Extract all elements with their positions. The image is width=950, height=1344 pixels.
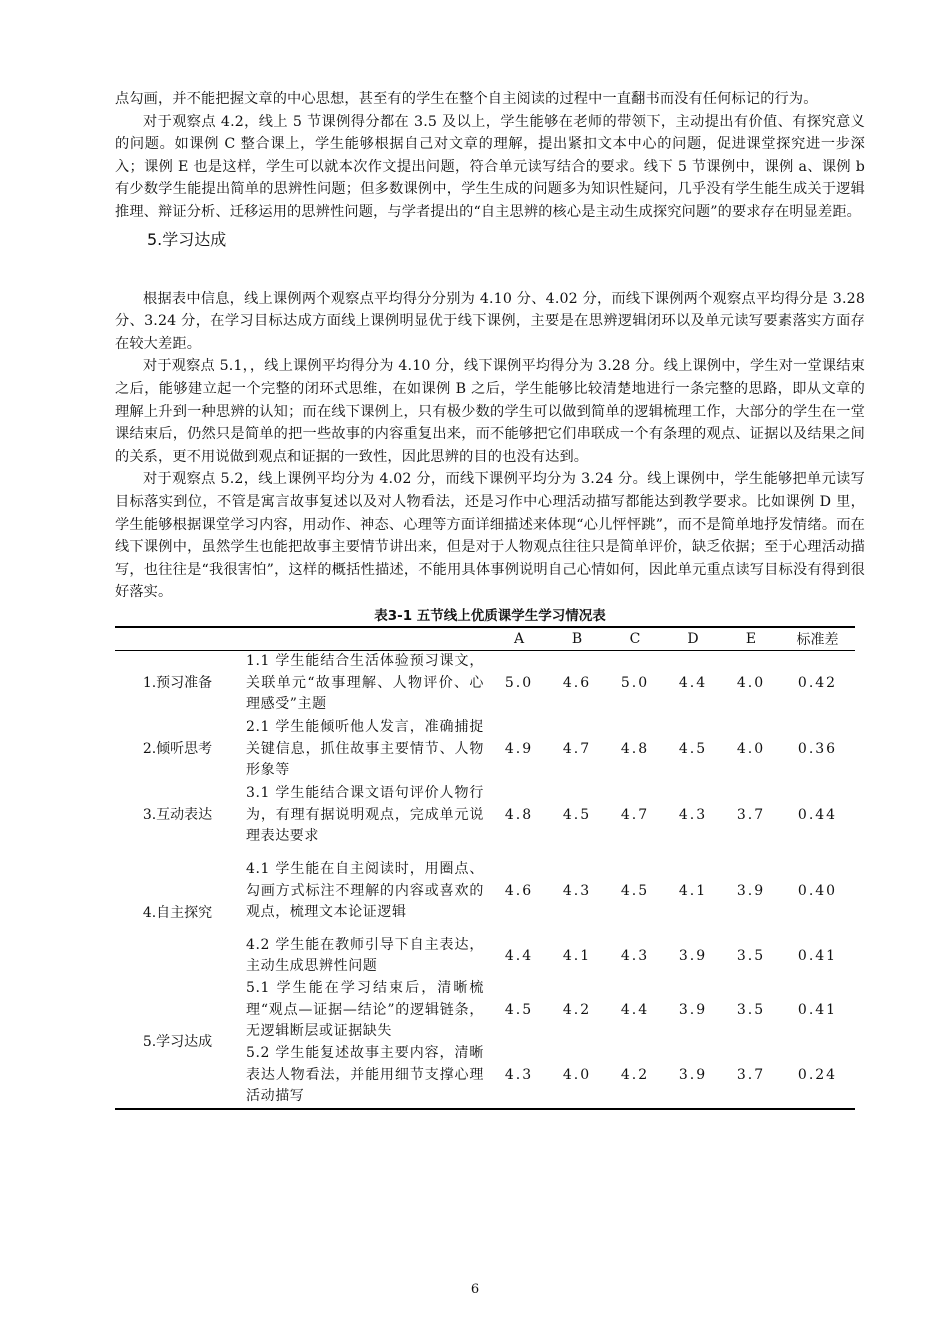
score-cell: 4.5 (504, 1001, 534, 1018)
std-dev-cell: 0.42 (797, 674, 838, 691)
score-cell: 4.0 (736, 674, 766, 691)
table-header-row (115, 627, 855, 651)
header-cell (240, 627, 490, 651)
score-cell: 4.2 (562, 1001, 592, 1018)
score-cell: 4.6 (562, 674, 592, 691)
table-row (115, 848, 855, 934)
score-cell: 4.7 (620, 806, 650, 823)
header-cell: E (745, 630, 757, 647)
score-cell: 4.3 (678, 806, 708, 823)
score-cell: 4.5 (620, 882, 650, 899)
paragraph-observation-5-1: 对于观察点 5.1，，线上课例平均得分为 4.10 分，线下课例平均得分为 3.28 分。线上课例中，学生对一堂课结束之后，能够建立起一个完整的闭环式思维，在如课例 B 之后，学生能够比较清楚地进行一条完整的思路，即从文章的理解上升到一种思辨的认知；而在线下课例上，只有极少数的学生可以做到简单的逻辑梳理工作，大部分的学生在一堂课结束后，仍然只是简单的把一些故事的内容重复出来，而不能够把它们串联成一个有条理的观点、证据以及结果之间的关系，更不用说做到观点和证据的一致性，因此思辨的目的也没有达到。 (115, 358, 865, 465)
score-cell: 5.0 (504, 674, 534, 691)
observation-item-cell: 5.2 学生能复述故事主要内容，清晰表达人物看法，并能用细节支撑心理活动描写 (246, 1045, 484, 1105)
score-cell: 3.9 (736, 882, 766, 899)
section-heading: 5.学习达成 (147, 229, 227, 249)
table-row (115, 978, 855, 1043)
std-dev-cell: 0.41 (797, 1001, 838, 1018)
score-cell: 3.9 (678, 947, 708, 964)
header-cell: 标准差 (796, 631, 839, 648)
score-cell: 4.8 (620, 740, 650, 757)
score-cell: 3.9 (678, 1066, 708, 1083)
score-cell: 4.0 (562, 1066, 592, 1083)
score-cell: 5.0 (620, 674, 650, 691)
std-dev-cell: 0.40 (797, 882, 838, 899)
score-cell: 3.9 (678, 1001, 708, 1018)
paragraph-continuation: 点勾画，并不能把握文章的中心思想，甚至有的学生在整个自主阅读的过程中一直翻书而没有任何标记的行为。 (115, 91, 818, 107)
score-cell: 4.2 (620, 1066, 650, 1083)
score-cell: 4.4 (620, 1001, 650, 1018)
score-cell: 4.1 (678, 882, 708, 899)
header-cell: D (687, 630, 699, 647)
score-cell: 4.4 (504, 947, 534, 964)
score-cell: 3.5 (736, 947, 766, 964)
score-cell: 4.3 (562, 882, 592, 899)
observation-item-cell: 4.1 学生能在自主阅读时，用圈点、勾画方式标注不理解的内容或喜欢的观点，梳理文本论证逻辑 (246, 861, 484, 921)
observation-item-cell: 2.1 学生能倾听他人发言，准确捕捉关键信息，抓住故事主要情节、人物形象等 (246, 719, 484, 779)
header-cell: C (629, 630, 641, 647)
table-row (115, 716, 855, 782)
score-cell: 4.1 (562, 947, 592, 964)
dimension-cell: 2.倾听思考 (142, 740, 213, 757)
score-cell: 3.7 (736, 1066, 766, 1083)
dimension-cell: 3.互动表达 (142, 806, 213, 823)
observation-item-cell: 3.1 学生能结合课文语句评价人物行为，有理有据说明观点，完成单元说理表达要求 (246, 785, 484, 845)
score-cell: 3.5 (736, 1001, 766, 1018)
observation-item-cell: 1.1 学生能结合生活体验预习课文，关联单元“故事理解、人物评价、心理感受”主题 (246, 653, 484, 713)
score-cell: 4.4 (678, 674, 708, 691)
dimension-cell: 5.学习达成 (142, 1034, 213, 1051)
paragraph-observation-5-2: 对于观察点 5.2，线上课例平均分为 4.02 分，而线下课例平均分为 3.24 分。线上课例中，学生能够把单元读写目标落实到位，不管是寓言故事复述以及对人物看法，还是习作中心理活动描写都能达到教学要求。比如课例 D 里，学生能够根据课堂学习内容，用动作、神态、心理等方面详细描述来体现“心儿怦怦跳”，而不是简单地抒发情绪。而在线下课例中，虽然学生也能把故事主要情节讲出来，但是对于人物观点往往只是简单评价，缺乏依据；至于心理活动描写，也往往是“我很害怕”，这样的概括性描述，不能用具体事例说明自己心情如何，因此单元重点读写目标没有得到很好落实。 (115, 471, 865, 601)
observation-item-cell: 5.1 学生能在学习结束后，清晰梳理“观点—证据—结论”的逻辑链条，无逻辑断层或证据缺失 (246, 980, 484, 1040)
score-cell: 4.6 (504, 882, 534, 899)
page-number: 6 (470, 1282, 480, 1297)
score-cell: 3.7 (736, 806, 766, 823)
score-cell: 4.0 (736, 740, 766, 757)
std-dev-cell: 0.44 (797, 806, 838, 823)
paragraph-summary: 根据表中信息，线上课例两个观察点平均得分分别为 4.10 分、4.02 分，而线下课例两个观察点平均得分是 3.28 分、3.24 分，在学习目标达成方面线上课例明显优于线下课例，主要是在思辨逻辑闭环以及单元读写要素落实方面存在较大差距。 (115, 290, 865, 352)
dimension-cell: 1.预习准备 (142, 674, 213, 691)
observation-item-cell: 4.2 学生能在教师引导下自主表达，主动生成思辨性问题 (246, 936, 484, 975)
table-body (115, 650, 855, 1109)
score-cell: 4.5 (562, 806, 592, 823)
header-cell (115, 627, 240, 651)
table-row (115, 650, 855, 716)
table-row (115, 782, 855, 848)
score-cell: 4.8 (504, 806, 534, 823)
score-cell: 4.9 (504, 740, 534, 757)
score-cell: 4.3 (504, 1066, 534, 1083)
std-dev-cell: 0.36 (797, 740, 838, 757)
dimension-cell: 4.自主探究 (142, 904, 213, 921)
header-cell: A (513, 630, 525, 647)
header-cell: B (571, 630, 583, 647)
score-cell: 4.3 (620, 947, 650, 964)
std-dev-cell: 0.41 (797, 947, 838, 964)
page-content (115, 88, 865, 1110)
paragraph-observation-4-2: 对于观察点 4.2，线上 5 节课例得分都在 3.5 及以上，学生能够在老师的带领下，主动提出有价值、有探究意义的问题。如课例 C 整合课上，学生能够根据自己对文章的理解，提出紧扣文本中心的问题，促进课堂探究进一步深入；课例 E 也是这样，学生可以就本次作文提出问题，符合单元读写结合的要求。线下 5 节课例中，课例 a、课例 b 有少数学生能提出简单的思辨性问题；但多数课例中，学生生成的问题多为知识性疑问，几乎没有学生能生成关于逻辑推理、辩证分析、迁移运用的思辨性问题，与学者提出的“自主思辨的核心是主动生成探究问题”的要求存在明显差距。 (115, 113, 865, 220)
table-caption: 表3-1 五节线上优质课学生学习情况表 (374, 607, 606, 624)
learning-table (115, 626, 855, 1110)
score-cell: 4.5 (678, 740, 708, 757)
std-dev-cell: 0.24 (797, 1066, 838, 1083)
score-cell: 4.7 (562, 740, 592, 757)
